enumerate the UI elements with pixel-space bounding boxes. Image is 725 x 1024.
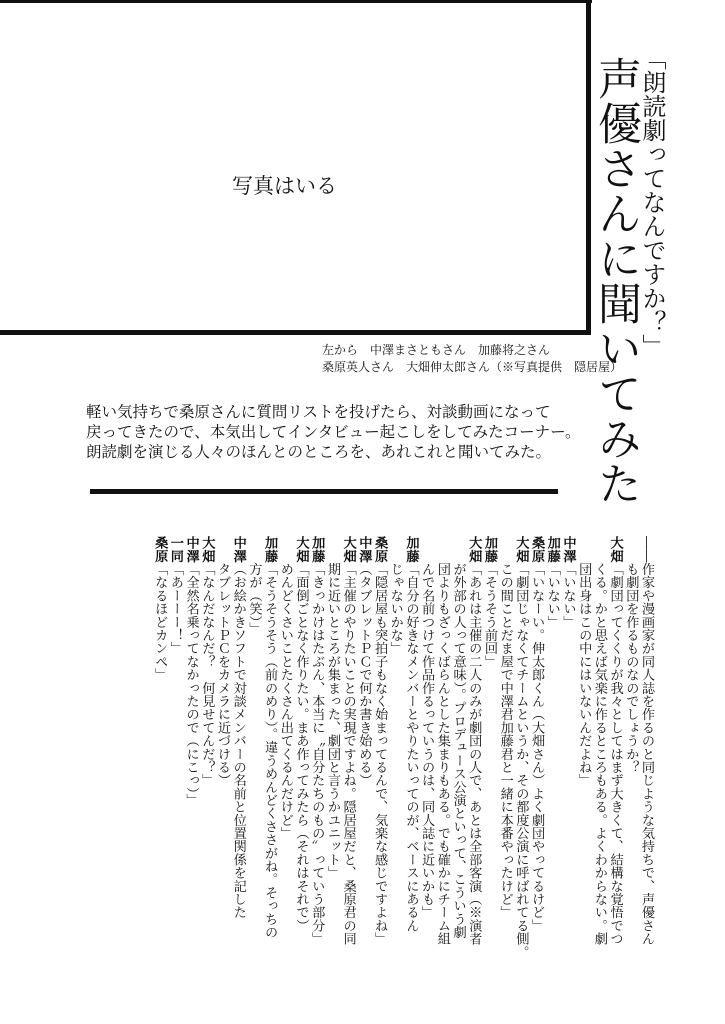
interview-dialogue (62, 536, 654, 991)
dialogue-text: んで名前つけて作品作るっていうのは、同人誌に近いかも」 (419, 562, 435, 919)
dialogue-line (607, 536, 623, 991)
speaker-name: 中澤 (230, 536, 246, 563)
dialogue-line (638, 536, 654, 991)
indent-space (325, 536, 340, 562)
dialogue-line (387, 536, 403, 991)
dialogue-text: タブレットＰＣをカメラに近づける） (215, 562, 231, 787)
indent-space (419, 536, 434, 562)
speaker-name: 大畑 (340, 536, 356, 563)
indent-space (592, 536, 607, 562)
dialogue-line (356, 536, 372, 991)
dialogue-line (324, 536, 340, 991)
indent-space (278, 536, 293, 562)
dialogue-text: じゃないかな」 (387, 562, 403, 655)
dialogue-text: 「劇団じゃなくてチームというか、その都度公演に呼ばれてる側。 (513, 562, 529, 959)
speaker-name: 大畑 (293, 536, 309, 563)
dialogue-line (152, 536, 168, 991)
dialogue-line (403, 536, 419, 991)
dialogue-text: が外部の人って意味）。プロデュース公演といって、こういう劇 (450, 562, 466, 939)
dialogue-text: ――作家や漫画家が同人誌を作るのと同じような気持ちで、声優さん (639, 536, 654, 946)
dialogue-line (497, 536, 513, 991)
dialogue-line (230, 536, 246, 991)
speaker-name: 桑原 (152, 536, 168, 563)
dialogue-text: めんどくさいことたくさん出てくるんだけど」 (277, 562, 293, 840)
dialogue-line (623, 536, 639, 991)
photo-placeholder: 写真はいる (232, 174, 337, 198)
indent-space (388, 536, 403, 562)
dialogue-line (246, 536, 262, 991)
dialogue-line (544, 536, 560, 991)
speaker-name: 加藤 (481, 536, 497, 563)
frame-bottom-border (0, 330, 591, 335)
indent-space (623, 536, 638, 562)
lead-line: 朗読劇を演じる人々のほんとのところを、あれこれと聞いてみた。 (86, 443, 552, 461)
speaker-name: 加藤 (403, 536, 419, 563)
dialogue-line (340, 536, 356, 991)
dialogue-text: 「自分の好きなメンバーとやりたいってのが、ベースにあるん (403, 562, 419, 933)
indent-space (576, 536, 591, 562)
speaker-name: 加藤 (309, 536, 325, 563)
indent-space (451, 536, 466, 562)
dialogue-text: 「いない」 (544, 562, 560, 629)
dialogue-text: （お絵かきソフトで対談メンバーの名前と位置関係を記した (230, 562, 246, 919)
speaker-name: 中澤 (356, 536, 372, 563)
dialogue-line (293, 536, 309, 991)
speaker-name: 大畑 (607, 536, 623, 563)
dialogue-text: 期に近いところが集まった、劇団と言うかユニット」 (324, 562, 340, 880)
dialogue-line (434, 536, 450, 991)
page-title: 声優さんに聞いてみた (590, 56, 641, 506)
dialogue-text: 団出身はこの中にはいないんだよね」 (576, 562, 592, 787)
dialogue-line (513, 536, 529, 991)
dialogue-text: 「全然名乗ってなかったので（にこっ）」 (183, 562, 199, 807)
dialogue-text: 方が（笑）」 (246, 562, 262, 636)
section-divider (90, 489, 558, 494)
dialogue-line (450, 536, 466, 991)
dialogue-text: （タブレットＰＣで何か書き始める） (356, 562, 372, 787)
dialogue-line (277, 536, 293, 991)
photo-caption (322, 342, 622, 376)
dialogue-text: 「そうそうそう（前のめり）。違うめんどくささがね。そっちの (262, 562, 278, 939)
speaker-name: 大畑 (466, 536, 482, 563)
dialogue-line (167, 536, 183, 991)
dialogue-line (528, 536, 544, 991)
dialogue-text: 「主催のやりたいことの実現ですよね。隠居屋だと、桑原君の同 (340, 562, 356, 946)
dialogue-line (560, 536, 576, 991)
dialogue-line (575, 536, 591, 991)
indent-space (215, 536, 230, 562)
dialogue-text: 「隠居屋も突拍子もなく始まってるんで、気楽な感じですよね」 (372, 562, 388, 946)
dialogue-text: 「面倒ごとなく作りたい。まあ作ってみたら（それはそれで） (293, 562, 309, 933)
dialogue-line (199, 536, 215, 991)
lead-line: 軽い気持ちで桑原さんに質問リストを投げたら、対談動画になって (86, 403, 551, 421)
speaker-name: 加藤 (262, 536, 278, 563)
speaker-name: 桑原 (529, 536, 545, 563)
speaker-name: 一同 (167, 536, 183, 563)
speaker-name: 中澤 (560, 536, 576, 563)
dialogue-text: 「あーーー！」 (167, 562, 183, 655)
lead-line: 戻ってきたので、本気出してインタビュー起こしをしてみたコーナー。 (86, 423, 581, 441)
dialogue-text: 「そうそう前回」 (481, 562, 497, 669)
speaker-name: 桑原 (372, 536, 388, 563)
dialogue-text: 「なんだなんだ？ 何見せてんだ？」 (199, 562, 215, 787)
dialogue-text: 「劇団ってくくりが我々としてはまず大きくて、結構な覚悟でつ (607, 562, 623, 946)
dialogue-line (481, 536, 497, 991)
speaker-name: 加藤 (544, 536, 560, 563)
lead-paragraph (86, 402, 580, 462)
dialogue-text: 団よりもざっくばらんとした集まりもある。でも確かにチーム組 (434, 562, 450, 946)
speaker-name: 大畑 (513, 536, 529, 563)
dialogue-text: 「いなーい。伸太郎くん（大畑さん）よく劇団やってるけど」 (529, 562, 545, 933)
dialogue-line (591, 536, 607, 991)
dialogue-text: 「きっかけはたぶん、本当に〝自分たちのもの〟っていう部分」 (309, 562, 325, 946)
dialogue-text: 「なるほどカンペ」 (152, 562, 168, 682)
indent-space (498, 536, 513, 562)
speaker-name: 大畑 (199, 536, 215, 563)
dialogue-line (261, 536, 277, 991)
dialogue-line (418, 536, 434, 991)
speaker-name: 中澤 (183, 536, 199, 563)
dialogue-line (214, 536, 230, 991)
dialogue-text: も劇団を作るものなのでしょうか？ (623, 562, 639, 774)
dialogue-line (183, 536, 199, 991)
frame-top-border (0, 0, 592, 3)
dialogue-text: 「あれは主催の二人のみが劇団の人で、あとは全部客演（※演者 (466, 562, 482, 946)
indent-space (435, 536, 450, 562)
page-subtitle: 「朗読劇ってなんですか？」 (638, 46, 666, 358)
dialogue-line (371, 536, 387, 991)
dialogue-text: この間ことだま屋で中澤君加藤君と一緒に本番やったけど」 (497, 562, 513, 919)
dialogue-text: 「いない」 (560, 562, 576, 629)
dialogue-text: くる。かと思えば気楽に作るところもある。よくわからない。劇 (591, 562, 607, 946)
caption-line: 桑原英人さん 大畑伸太郎さん（※写真提供 隠居屋） (322, 360, 623, 374)
dialogue-line (466, 536, 482, 991)
caption-line: 左から 中澤まさともさん 加藤将之さん (322, 343, 551, 357)
indent-space (246, 536, 261, 562)
dialogue-line (309, 536, 325, 991)
